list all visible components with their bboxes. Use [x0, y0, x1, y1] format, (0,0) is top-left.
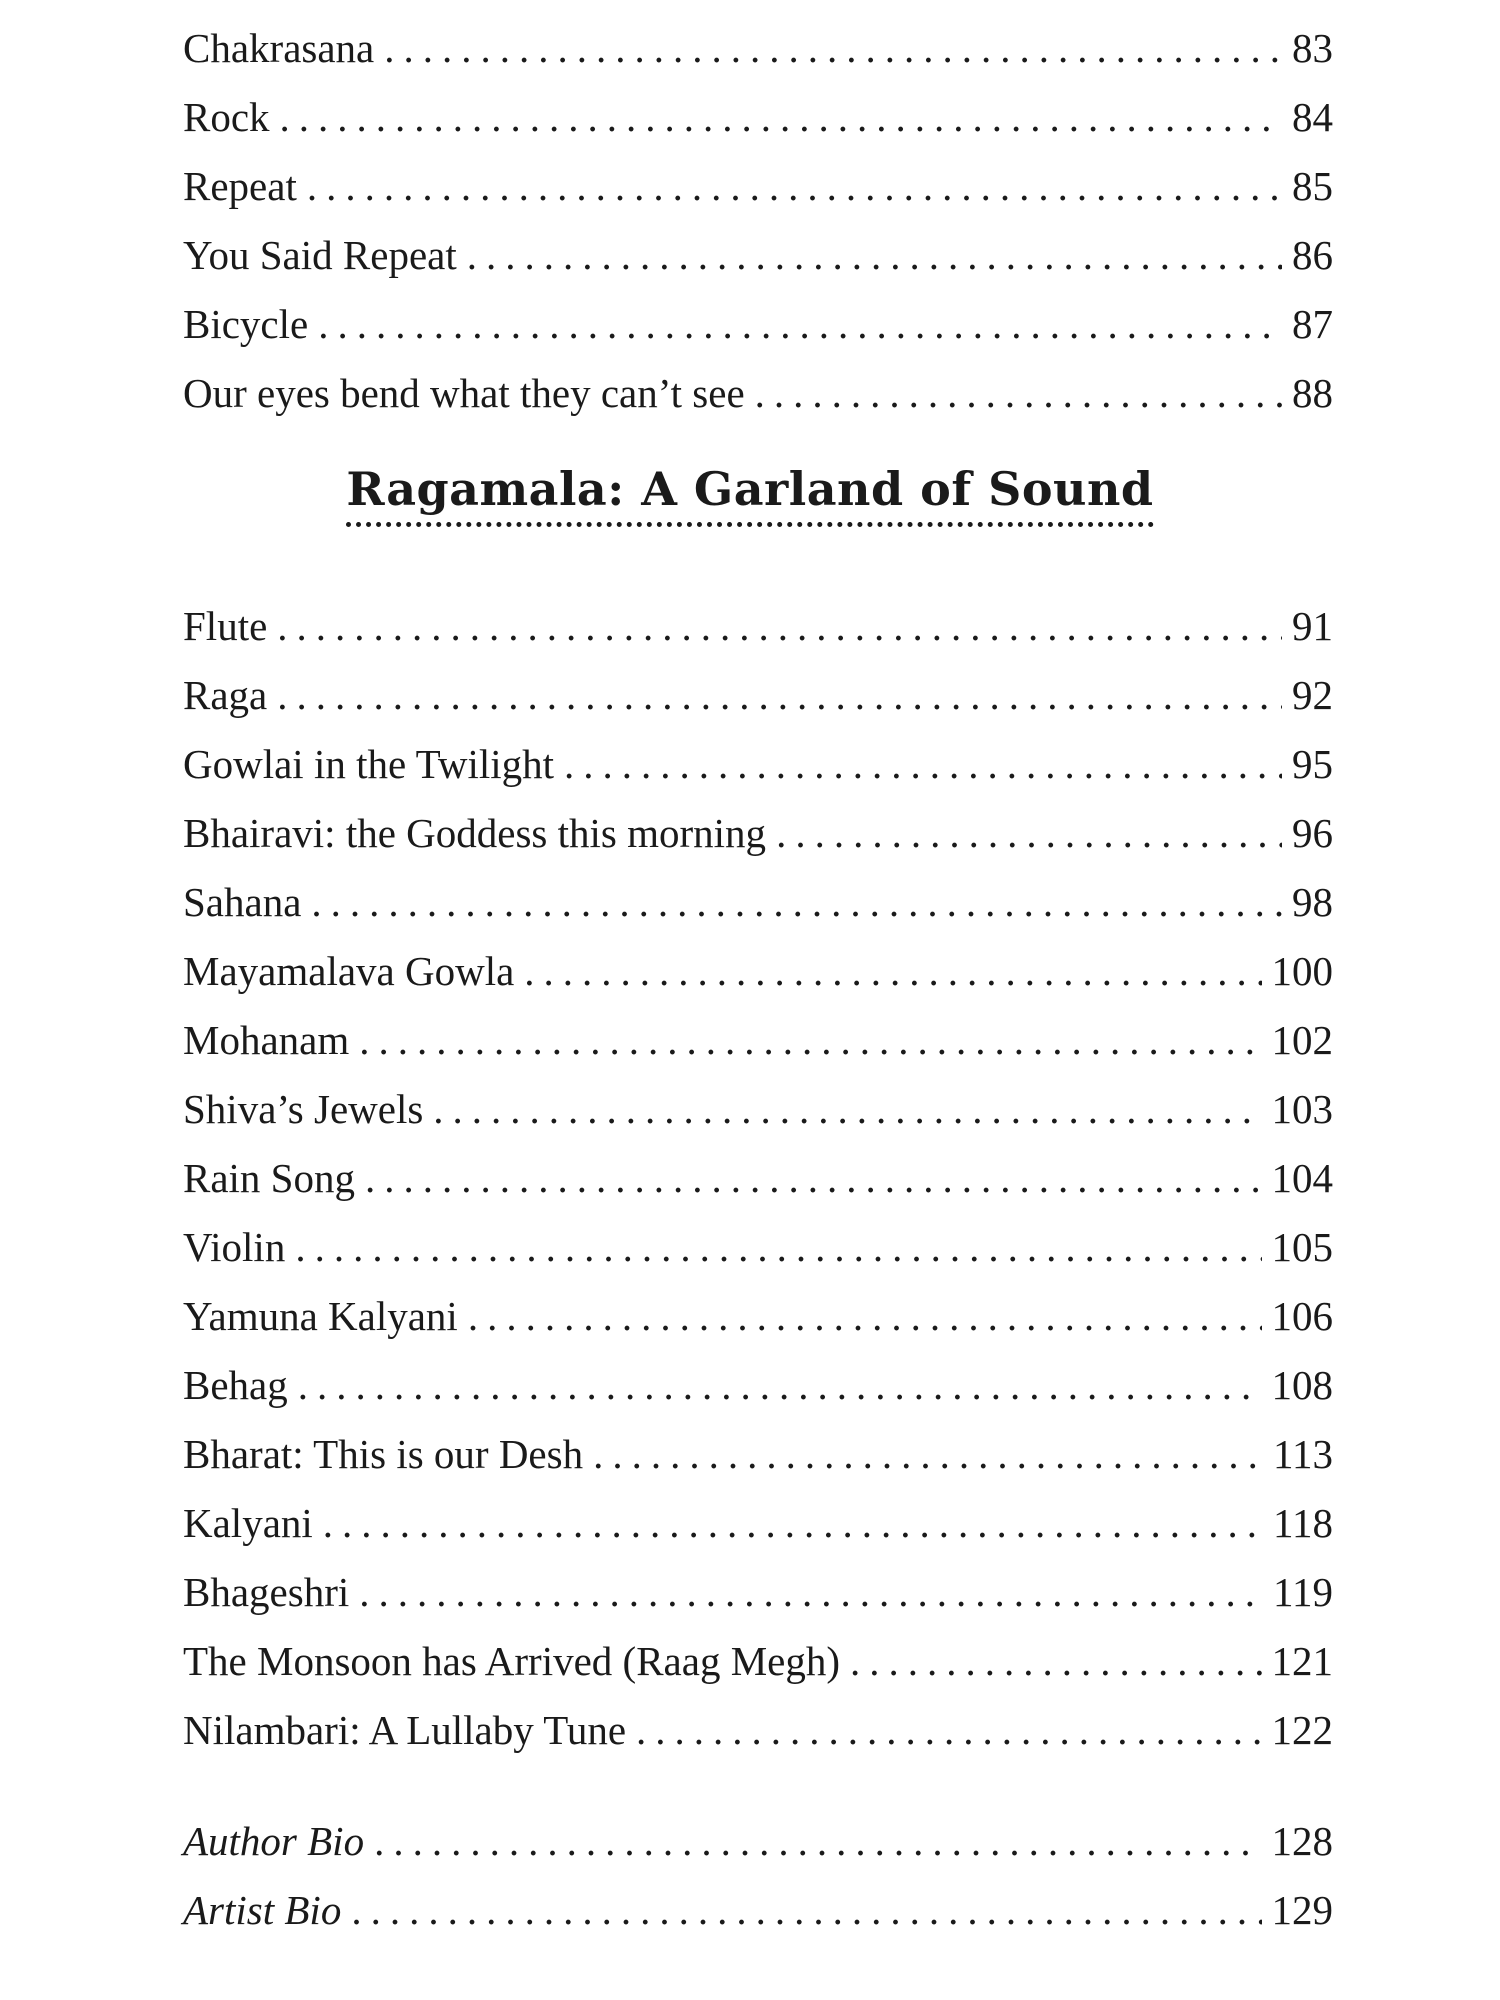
toc-entry-page: 104 [1271, 1155, 1333, 1201]
toc-entry[interactable] [183, 152, 1333, 221]
toc-entry[interactable] [183, 290, 1333, 359]
toc-entry[interactable] [183, 661, 1333, 730]
toc-list-section-2 [183, 592, 1333, 1765]
toc-dot-leader [636, 1696, 1261, 1765]
toc-entry-title: Chakrasana [183, 25, 375, 71]
toc-dot-leader [318, 290, 1282, 359]
toc-entry-title: Repeat [183, 163, 297, 209]
toc-entry-page: 91 [1292, 603, 1333, 649]
toc-dot-leader [311, 868, 1282, 937]
toc-entry-title: Our eyes bend what they can’t see [183, 370, 745, 416]
toc-entry-title: The Monsoon has Arrived (Raag Megh) [183, 1638, 841, 1684]
toc-entry-page: 102 [1271, 1017, 1333, 1063]
toc-dot-leader [374, 1807, 1261, 1876]
toc-dot-leader [295, 1213, 1261, 1282]
toc-entry[interactable] [183, 1351, 1333, 1420]
toc-dot-leader [850, 1627, 1261, 1696]
toc-dot-leader [467, 221, 1282, 290]
toc-entry-title: Author Bio [183, 1818, 365, 1864]
toc-entry[interactable] [183, 359, 1333, 428]
toc-dot-leader [384, 14, 1282, 83]
toc-entry[interactable] [183, 14, 1333, 83]
toc-dot-leader [776, 799, 1282, 868]
toc-dot-leader [359, 1558, 1263, 1627]
toc-entry-title: Mayamalava Gowla [183, 948, 515, 994]
toc-entry[interactable] [183, 730, 1333, 799]
toc-entry[interactable] [183, 221, 1333, 290]
toc-entry-page: 96 [1292, 810, 1333, 856]
toc-entry-title: Yamuna Kalyani [183, 1293, 458, 1339]
toc-entry[interactable] [183, 868, 1333, 937]
toc-entry-page: 84 [1292, 94, 1333, 140]
toc-entry-title: Mohanam [183, 1017, 350, 1063]
toc-dot-leader [468, 1282, 1262, 1351]
section-heading [0, 462, 1500, 527]
toc-dot-leader [593, 1420, 1263, 1489]
section-heading-title: Ragamala: A Garland of Sound [346, 462, 1153, 527]
toc-entry-page: 92 [1292, 672, 1333, 718]
toc-entry-page: 86 [1292, 232, 1333, 278]
toc-list-section-1 [183, 14, 1333, 428]
toc-entry[interactable] [183, 799, 1333, 868]
toc-entry-page: 119 [1273, 1569, 1333, 1615]
toc-entry[interactable] [183, 1213, 1333, 1282]
toc-entry-page: 87 [1292, 301, 1333, 347]
toc-entry-title: Bharat: This is our Desh [183, 1431, 584, 1477]
toc-entry-title: Bicycle [183, 301, 309, 347]
toc-entry-page: 129 [1271, 1887, 1333, 1933]
toc-entry-title: Flute [183, 603, 268, 649]
toc-dot-leader [524, 937, 1261, 1006]
toc-entry-title: Bhageshri [183, 1569, 350, 1615]
toc-entry[interactable] [183, 1420, 1333, 1489]
toc-dot-leader [277, 661, 1282, 730]
toc-entry-page: 122 [1271, 1707, 1333, 1753]
toc-entry-page: 83 [1292, 25, 1333, 71]
toc-entry[interactable] [183, 592, 1333, 661]
toc-entry[interactable] [183, 83, 1333, 152]
toc-dot-leader [755, 359, 1282, 428]
toc-entry[interactable] [183, 937, 1333, 1006]
toc-dot-leader [433, 1075, 1261, 1144]
toc-entry-page: 98 [1292, 879, 1333, 925]
toc-entry[interactable] [183, 1696, 1333, 1765]
toc-dot-leader [359, 1006, 1261, 1075]
toc-dot-leader [323, 1489, 1263, 1558]
toc-dot-leader [277, 592, 1282, 661]
toc-entry-title: Shiva’s Jewels [183, 1086, 424, 1132]
toc-dot-leader [351, 1876, 1261, 1945]
toc-entry-page: 113 [1273, 1431, 1333, 1477]
toc-dot-leader [280, 83, 1282, 152]
toc-entry[interactable] [183, 1075, 1333, 1144]
toc-entry[interactable] [183, 1282, 1333, 1351]
toc-entry-title: You Said Repeat [183, 232, 457, 278]
toc-entry[interactable] [183, 1006, 1333, 1075]
toc-entry-page: 88 [1292, 370, 1333, 416]
toc-entry-page: 108 [1271, 1362, 1333, 1408]
toc-dot-leader [298, 1351, 1262, 1420]
toc-entry-page: 85 [1292, 163, 1333, 209]
toc-entry-page: 106 [1271, 1293, 1333, 1339]
toc-dot-leader [564, 730, 1282, 799]
toc-entry[interactable] [183, 1558, 1333, 1627]
toc-entry-title: Rain Song [183, 1155, 355, 1201]
toc-entry-title: Violin [183, 1224, 286, 1270]
toc-entry-title: Raga [183, 672, 268, 718]
toc-entry-title: Sahana [183, 879, 302, 925]
toc-entry[interactable] [183, 1627, 1333, 1696]
toc-entry-title: Nilambari: A Lullaby Tune [183, 1707, 627, 1753]
toc-entry-title: Kalyani [183, 1500, 313, 1546]
toc-entry-page: 128 [1271, 1818, 1333, 1864]
toc-entry-page: 103 [1271, 1086, 1333, 1132]
toc-entry[interactable] [183, 1876, 1333, 1945]
toc-entry[interactable] [183, 1489, 1333, 1558]
toc-entry-title: Artist Bio [183, 1887, 342, 1933]
toc-entry[interactable] [183, 1807, 1333, 1876]
toc-entry-title: Rock [183, 94, 270, 140]
toc-entry-title: Behag [183, 1362, 288, 1408]
toc-entry-page: 95 [1292, 741, 1333, 787]
toc-entry-page: 100 [1271, 948, 1333, 994]
toc-list-back-matter [183, 1807, 1333, 1945]
toc-entry-title: Gowlai in the Twilight [183, 741, 555, 787]
toc-entry-page: 118 [1273, 1500, 1333, 1546]
toc-dot-leader [307, 152, 1282, 221]
toc-entry[interactable] [183, 1144, 1333, 1213]
toc-entry-page: 121 [1271, 1638, 1333, 1684]
toc-entry-page: 105 [1271, 1224, 1333, 1270]
toc-entry-title: Bhairavi: the Goddess this morning [183, 810, 767, 856]
toc-dot-leader [365, 1144, 1262, 1213]
